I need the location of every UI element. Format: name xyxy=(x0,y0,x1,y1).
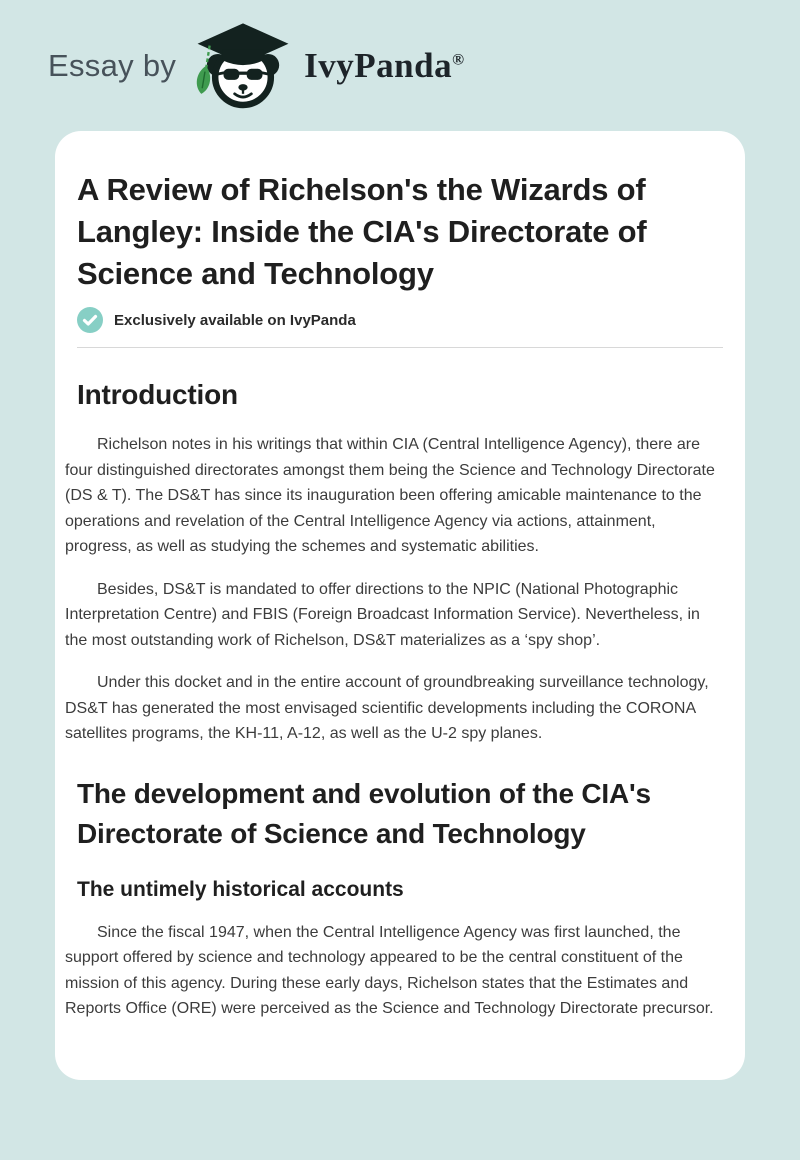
divider xyxy=(77,347,723,348)
essay-paragraph-1: Richelson notes in his writings that within CIA (Central Intelligence Agency), there are four distinguished directorates amongst them being the Science and Technology Directorate (DS & T). The DS&T has since its inauguration been offering amicable maintenance to the operations and revelation of the Central Intelligence Agency via actions, attainment, progress, as well as studying the schemes and systematic abilities. xyxy=(65,436,715,555)
availability-badge xyxy=(77,307,723,333)
section-heading-development: The development and evolution of the CIA's Directorate of Science and Technology xyxy=(77,777,651,849)
essay-paragraph-2: Besides, DS&T is mandated to offer directions to the NPIC (National Photographic Interpretation Centre) and FBIS (Foreign Broadcast Information Service). Nevertheless, in the most outstanding work of Richelson, DS&T materializes as a ‘spy shop’. xyxy=(65,580,700,649)
brand-text: IvyPanda xyxy=(304,45,453,85)
essay-title: A Review of Richelson's the Wizards of Langley: Inside the CIA's Directorate of Science and Technology xyxy=(77,172,647,291)
panda-graduate-icon xyxy=(192,20,294,112)
essay-paragraph-3: Under this docket and in the entire account of groundbreaking surveillance technology, DS&T has generated the most envisaged scientific developments including the CORONA satellites programs, the KH-11, A-12, as well as the U-2 spy planes. xyxy=(65,674,709,742)
registered-trademark: ® xyxy=(452,50,465,68)
essay-card xyxy=(55,131,745,1080)
essay-paragraph-4: Since the fiscal 1947, when the Central Intelligence Agency was first launched, the support offered by science and technology appeared to be the central constituent of the mission of this agency. During these early days, Richelson states that the Estimates and Reports Office (ORE) were perceived as the Science and Technology Directorate precursor. xyxy=(65,923,714,1017)
essay-by-label: Essay by xyxy=(48,47,177,83)
ivypanda-logo xyxy=(192,20,294,112)
site-header xyxy=(0,0,800,131)
section-heading-introduction: Introduction xyxy=(77,379,238,410)
availability-label: Exclusively available on IvyPanda xyxy=(114,311,356,329)
brand-name xyxy=(304,46,464,86)
check-circle-icon xyxy=(77,307,103,333)
subsection-heading-historical: The untimely historical accounts xyxy=(77,877,404,901)
